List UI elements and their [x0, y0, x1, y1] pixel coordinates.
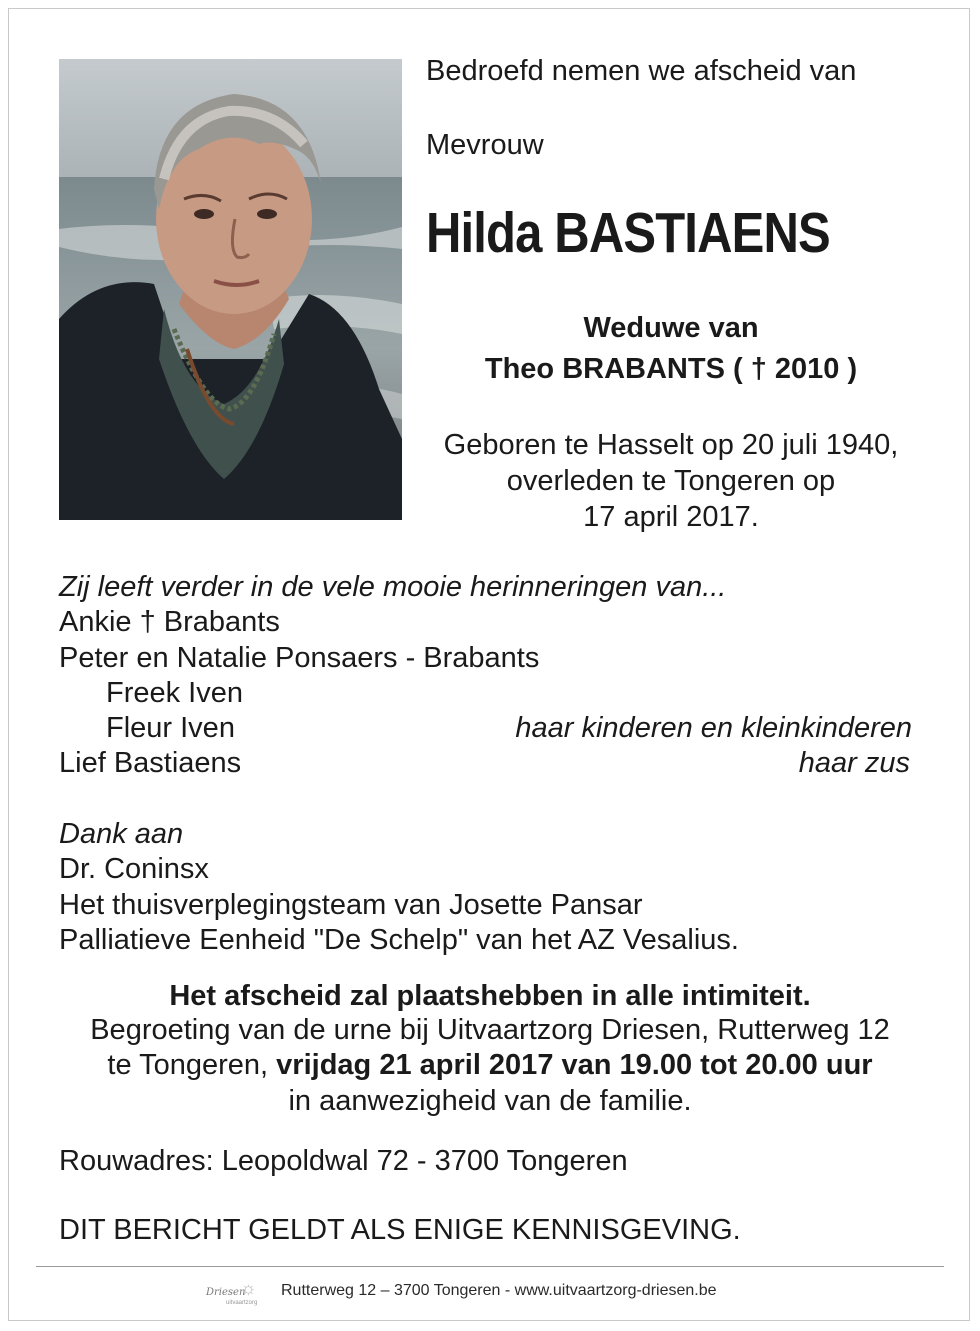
footer-divider: [36, 1266, 944, 1267]
widow-of-label: Weduwe van: [583, 312, 759, 344]
mourning-address: Rouwadres: Leopoldwal 72 - 3700 Tongeren: [59, 1145, 628, 1177]
notice-line: DIT BERICHT GELDT ALS ENIGE KENNISGEVING.: [59, 1214, 741, 1246]
family-member: Peter en Natalie Ponsaers - Brabants: [59, 642, 540, 674]
family-member: Freek Iven: [106, 677, 243, 709]
intro-text: Bedroefd nemen we afscheid van: [426, 55, 857, 87]
death-date: 17 april 2017.: [583, 501, 759, 533]
farewell-line: [0, 1048, 980, 1082]
memories-heading: Zij leeft verder in de vele mooie herinneringen van...: [59, 571, 727, 603]
thanks-line: Dr. Coninsx: [59, 853, 209, 885]
deceased-name: Hilda BASTIAENS: [426, 201, 830, 265]
footer-contact: Rutterweg 12 – 3700 Tongeren - www.uitvaartzorg-driesen.be: [281, 1282, 717, 1299]
driesen-logo: [206, 1279, 268, 1309]
family-member: Lief Bastiaens: [59, 747, 242, 779]
farewell-line: Begroeting van de urne bij Uitvaartzorg Driesen, Rutterweg 12: [90, 1014, 890, 1046]
relation-label-children: haar kinderen en kleinkinderen: [515, 712, 912, 744]
thanks-line: Het thuisverplegingsteam van Josette Pansar: [59, 889, 643, 921]
family-member: Ankie † Brabants: [59, 606, 280, 638]
relation-label-sister: haar zus: [798, 747, 910, 779]
sun-icon: ☼: [240, 1278, 257, 1298]
family-member: Fleur Iven: [106, 712, 235, 744]
portrait-photo: [59, 59, 402, 520]
birth-line: Geboren te Hasselt op 20 juli 1940,: [443, 429, 899, 461]
thanks-line: Palliatieve Eenheid "De Schelp" van het AZ Vesalius.: [59, 924, 739, 956]
logo-subtext: uitvaartzorg: [226, 1300, 258, 1306]
farewell-line-prefix: te Tongeren,: [107, 1049, 277, 1081]
farewell-datetime: vrijdag 21 april 2017 van 19.00 tot 20.00 uur: [276, 1049, 873, 1081]
death-line: overleden te Tongeren op: [506, 465, 836, 497]
farewell-line: in aanwezigheid van de familie.: [288, 1085, 692, 1117]
spouse-name: Theo BRABANTS ( † 2010 ): [484, 353, 858, 385]
thanks-heading: Dank aan: [59, 818, 184, 850]
salutation: Mevrouw: [426, 129, 544, 161]
farewell-bold-line: Het afscheid zal plaatshebben in alle intimiteit.: [169, 980, 811, 1012]
logo-text: Driesen: [206, 1287, 246, 1298]
